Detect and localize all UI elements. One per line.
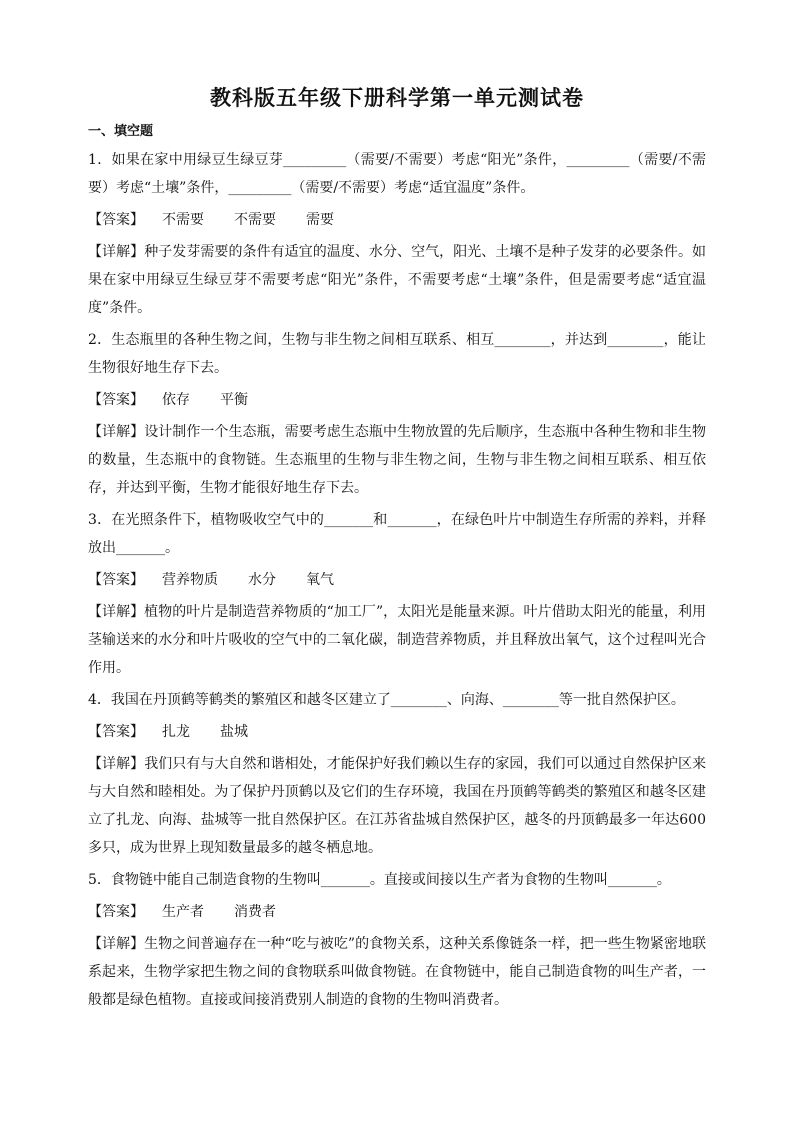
question-block [88, 326, 706, 502]
question-number: 3． [88, 512, 112, 528]
detail-text [88, 930, 706, 1014]
answer-tag: 【答案】 [88, 572, 144, 588]
question-text [88, 326, 706, 382]
answer-value: 水分 [248, 572, 276, 588]
detail-tag: 【详解】 [88, 604, 145, 620]
answer-tag: 【答案】 [88, 392, 144, 408]
answer-line [88, 206, 706, 234]
detail-tag: 【详解】 [88, 936, 145, 952]
answer-tag: 【答案】 [88, 212, 144, 228]
answer-value: 氧气 [306, 572, 334, 588]
question-block [88, 146, 706, 322]
question-text [88, 506, 706, 562]
answer-tag: 【答案】 [88, 724, 144, 740]
question-number: 1． [88, 152, 112, 168]
question-number: 2． [88, 332, 112, 348]
answer-value: 不需要 [234, 212, 276, 228]
page-title: 教科版五年级下册科学第一单元测试卷 [210, 85, 584, 110]
detail-body: 我们只有与大自然和谐相处，才能保护好我们赖以生存的家园，我们可以通过自然保护区来与大自然和睦相处。为了保护丹顶鹤以及它们的生存环境，我国在丹顶鹤等鹤类的繁殖区和越冬区建立了扎龙、向海、盐城等一批自然保护区。在江苏省盐城自然保护区，越冬的丹顶鹤最多一年达600多只，成为世界上现知数量最多的越冬栖息地。 [88, 756, 706, 856]
question-body: 生态瓶里的各种生物之间，生物与非生物之间相互联系、相互________，并达到________，能让生物很好地生存下去。 [88, 332, 706, 376]
answer-value: 依存 [162, 392, 190, 408]
detail-text [88, 598, 706, 682]
detail-text [88, 418, 706, 502]
answer-line [88, 898, 706, 926]
question-body: 如果在家中用绿豆生绿豆芽_________（需要/不需要）考虑“阳光”条件，_________（需要/不需要）考虑“土壤”条件，_________（需要/不需要）考虑“适宜温度”条件。 [88, 152, 706, 196]
question-block [88, 506, 706, 682]
detail-tag: 【详解】 [88, 244, 145, 260]
question-text [88, 686, 706, 714]
question-number: 5． [88, 872, 111, 888]
answer-tag: 【答案】 [88, 904, 144, 920]
question-body: 食物链中能自己制造食物的生物叫_______。直接或间接以生产者为食物的生物叫_______。 [110, 872, 671, 888]
answer-line [88, 386, 706, 414]
detail-text [88, 750, 706, 862]
detail-body: 植物的叶片是制造营养物质的“加工厂”，太阳光是能量来源。叶片借助太阳光的能量，利用茎输送来的水分和叶片吸收的空气中的二氧化碳，制造营养物质，并且释放出氧气，这个过程叫光合作用。 [88, 604, 707, 676]
question-block [88, 686, 706, 862]
detail-tag: 【详解】 [88, 424, 145, 440]
answer-value: 消费者 [234, 904, 276, 920]
section-heading: 一、填空题 [88, 124, 154, 139]
answer-line [88, 566, 706, 594]
answer-value: 平衡 [220, 392, 248, 408]
question-block [88, 866, 706, 1014]
detail-body: 设计制作一个生态瓶，需要考虑生态瓶中生物放置的先后顺序，生态瓶中各种生物和非生物的数量，生态瓶中的食物链。生态瓶里的生物与非生物之间，生物与非生物之间相互联系、相互依存，并达到平衡，生物才能很好地生存下去。 [88, 424, 706, 496]
detail-tag: 【详解】 [88, 756, 145, 772]
answer-value: 盐城 [220, 724, 248, 740]
question-text [88, 866, 706, 894]
question-body: 在光照条件下，植物吸收空气中的_______和_______，在绿色叶片中制造生存所需的养料，并释放出_______。 [88, 512, 706, 556]
detail-body: 种子发芽需要的条件有适宜的温度、水分、空气，阳光、土壤不是种子发芽的必要条件。如果在家中用绿豆生绿豆芽不需要考虑“阳光”条件，不需要考虑“土壤”条件，但是需要考虑“适宜温度”条件。 [88, 244, 706, 316]
detail-body: 生物之间普遍存在一种“吃与被吃”的食物关系，这种关系像链条一样，把一些生物紧密地联系起来，生物学家把生物之间的食物联系叫做食物链。在食物链中，能自己制造食物的叫生产者，一般都是绿色植物。直接或间接消费别人制造的食物的生物叫消费者。 [88, 936, 707, 1008]
answer-line [88, 718, 706, 746]
answer-value: 不需要 [162, 212, 204, 228]
question-text [88, 146, 706, 202]
answer-value: 扎龙 [162, 724, 190, 740]
question-body: 我国在丹顶鹤等鹤类的繁殖区和越冬区建立了________、向海、________等一批自然保护区。 [110, 692, 685, 708]
answer-value: 营养物质 [162, 572, 218, 588]
answer-value: 需要 [306, 212, 334, 228]
question-number: 4． [88, 692, 111, 708]
answer-value: 生产者 [162, 904, 204, 920]
detail-text [88, 238, 706, 322]
